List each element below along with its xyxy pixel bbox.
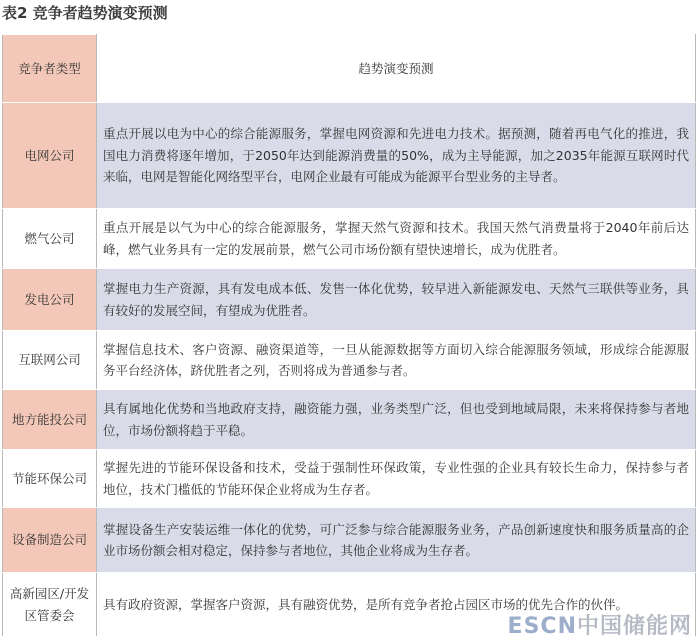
trend-desc-cell: 掌握信息技术、客户资源、融资渠道等，一旦从能源数据等方面切入综合能源服务领域，形成综合能源服务平台经济体，跻优胜者之列，否则将成为普通参与者。 bbox=[97, 331, 696, 390]
competitor-trend-table bbox=[2, 34, 696, 637]
table-header-row bbox=[3, 35, 696, 103]
site-watermark bbox=[508, 609, 692, 640]
table-row bbox=[3, 508, 696, 573]
competitor-type-cell: 高新园区/开发区管委会 bbox=[3, 573, 97, 637]
competitor-type-cell: 互联网公司 bbox=[3, 331, 97, 390]
table-row bbox=[3, 450, 696, 508]
trend-desc-cell: 掌握先进的节能环保设备和技术，受益于强制性环保政策，专业性强的企业具有较长生命力，保持参与者地位，技术门槛低的节能环保企业将成为生存者。 bbox=[97, 450, 696, 508]
competitor-type-cell: 节能环保公司 bbox=[3, 450, 97, 508]
table-row bbox=[3, 209, 696, 269]
trend-desc-cell: 具有属地化优势和当地政府支持，融资能力强，业务类型广泛，但也受到地域局限，未来将保持参与者地位，市场份额将趋于平稳。 bbox=[97, 390, 696, 450]
competitor-type-cell: 设备制造公司 bbox=[3, 508, 97, 573]
competitor-type-cell: 地方能投公司 bbox=[3, 390, 97, 450]
table-title: 表2 竞争者趋势演变预测 bbox=[2, 4, 168, 22]
competitor-type-cell: 电网公司 bbox=[3, 103, 97, 209]
table-row bbox=[3, 103, 696, 209]
trend-desc-cell: 重点开展以电为中心的综合能源服务，掌握电网资源和先进电力技术。据预测，随着再电气化的推进，我国电力消费将逐年增加，于2050年达到能源消费量的50%，成为主导能源，加之2035年能源互联网时代来临，电网是智能化网络型平台，电网企业最有可能成为能源平台型业务的主导者。 bbox=[97, 103, 696, 209]
table-row bbox=[3, 331, 696, 390]
trend-desc-cell: 重点开展是以气为中心的综合能源服务，掌握天然气资源和技术。我国天然气消费量将于2040年前后达峰，燃气业务具有一定的发展前景，燃气公司市场份额有望快速增长，成为优胜者。 bbox=[97, 209, 696, 269]
trend-desc-cell: 掌握电力生产资源，具有发电成本低、发售一体化优势，较早进入新能源发电、天然气三联供等业务，具有较好的发展空间，有望成为优胜者。 bbox=[97, 269, 696, 331]
table-row bbox=[3, 269, 696, 331]
watermark-cn: 中国储能网 bbox=[576, 614, 692, 639]
competitor-type-cell: 燃气公司 bbox=[3, 209, 97, 269]
header-trend-forecast: 趋势演变预测 bbox=[97, 35, 696, 103]
watermark-en: ESCN bbox=[507, 614, 577, 639]
competitor-type-cell: 发电公司 bbox=[3, 269, 97, 331]
trend-desc-cell: 掌握设备生产安装运维一体化的优势，可广泛参与综合能源服务业务，产品创新速度快和服务质量高的企业市场份额会相对稳定，保持参与者地位，其他企业将成为生存者。 bbox=[97, 508, 696, 573]
header-competitor-type: 竞争者类型 bbox=[3, 35, 97, 103]
trend-desc-cell: 具有政府资源，掌握客户资源，具有融资优势，是所有竞争者抢占园区市场的优先合作的伙伴。 bbox=[97, 573, 696, 637]
table-row bbox=[3, 390, 696, 450]
